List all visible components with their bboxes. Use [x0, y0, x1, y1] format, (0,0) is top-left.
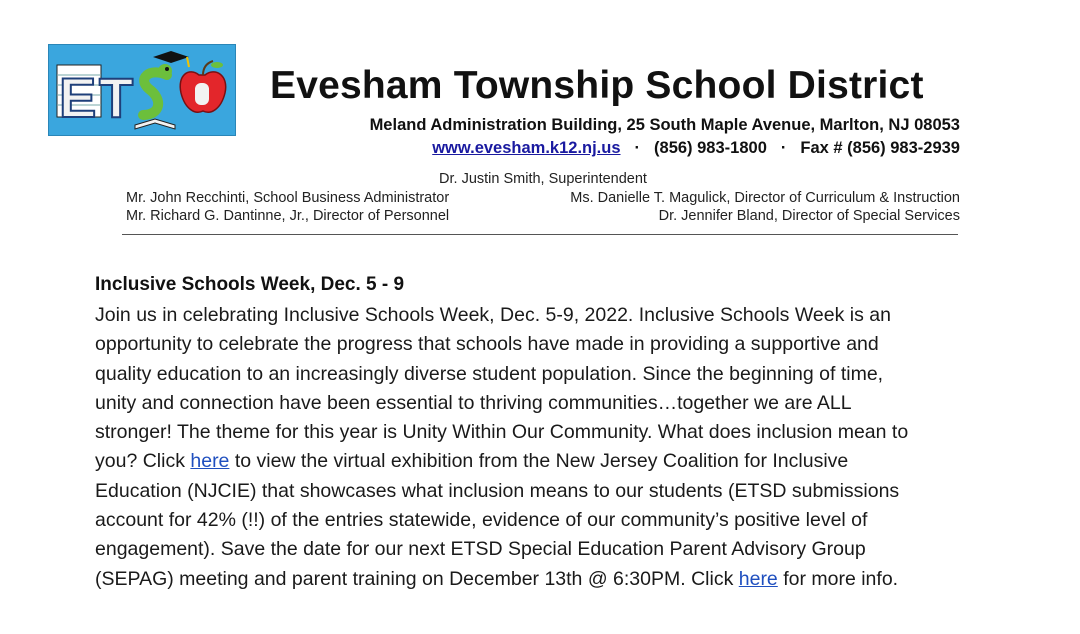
body-line: Join us in celebrating Inclusive Schools Week, Dec. 5-9, 2022. Inclusive Schools Week is an [95, 304, 891, 326]
staff-business-administrator: Mr. John Recchinti, School Business Administrator [126, 190, 450, 206]
more-info-here-link[interactable]: here [738, 567, 778, 590]
body-text-segment: for more info. [777, 567, 899, 590]
svg-text:T: T [99, 66, 134, 129]
article-headline: Inclusive Schools Week, Dec. 5 - 9 [95, 274, 405, 295]
body-line [95, 565, 1005, 594]
phone-number: (856) 983-1800 [654, 139, 767, 157]
header-divider [122, 234, 958, 235]
website-link[interactable]: www.evesham.k12.nj.us [432, 139, 621, 157]
staff-director-personnel: Mr. Richard G. Dantinne, Jr., Director of Personnel [126, 208, 450, 224]
separator-1: · [634, 139, 641, 157]
svg-text:E: E [59, 66, 97, 129]
staff-director-special-services: Dr. Jennifer Bland, Director of Special Services [658, 208, 960, 224]
body-text-segment: (SEPAG) meeting and parent training on December 13th @ 6:30PM. Click [95, 567, 739, 590]
body-line: account for 42% (!!) of the entries statewide, evidence of our community’s positive level of [95, 509, 868, 532]
staff-director-curriculum: Ms. Danielle T. Magulick, Director of Curriculum & Instruction [570, 190, 960, 206]
body-line: quality education to an increasingly diverse student population. Since the beginning of time, [95, 362, 884, 385]
contact-line [432, 139, 960, 158]
district-address: Meland Administration Building, 25 South Maple Avenue, Marlton, NJ 08053 [369, 116, 960, 134]
body-text-segment: to view the virtual exhibition from the New Jersey Coalition for Inclusive [229, 450, 849, 473]
body-line: Education (NJCIE) that showcases what inclusion means to our students (ETSD submissions [95, 479, 900, 502]
fax-number: Fax # (856) 983-2939 [800, 139, 960, 157]
etsd-logo-icon [48, 44, 236, 136]
district-name: Evesham Township School District [270, 64, 924, 107]
body-text-segment: you? Click [95, 450, 191, 473]
body-line: engagement). Save the date for our next ETSD Special Education Parent Advisory Group [95, 538, 866, 561]
body-line: unity and connection have been essential to thriving communities…together we are ALL [95, 391, 852, 414]
exhibition-here-link[interactable]: here [190, 450, 230, 473]
body-line [95, 447, 1005, 476]
superintendent: Dr. Justin Smith, Superintendent [439, 171, 647, 187]
body-line: stronger! The theme for this year is Unity Within Our Community. What does inclusion mean to [95, 421, 909, 444]
body-line: opportunity to celebrate the progress that schools have made in providing a supportive and [95, 333, 879, 356]
article-body [95, 301, 1005, 594]
separator-2: · [780, 139, 787, 157]
